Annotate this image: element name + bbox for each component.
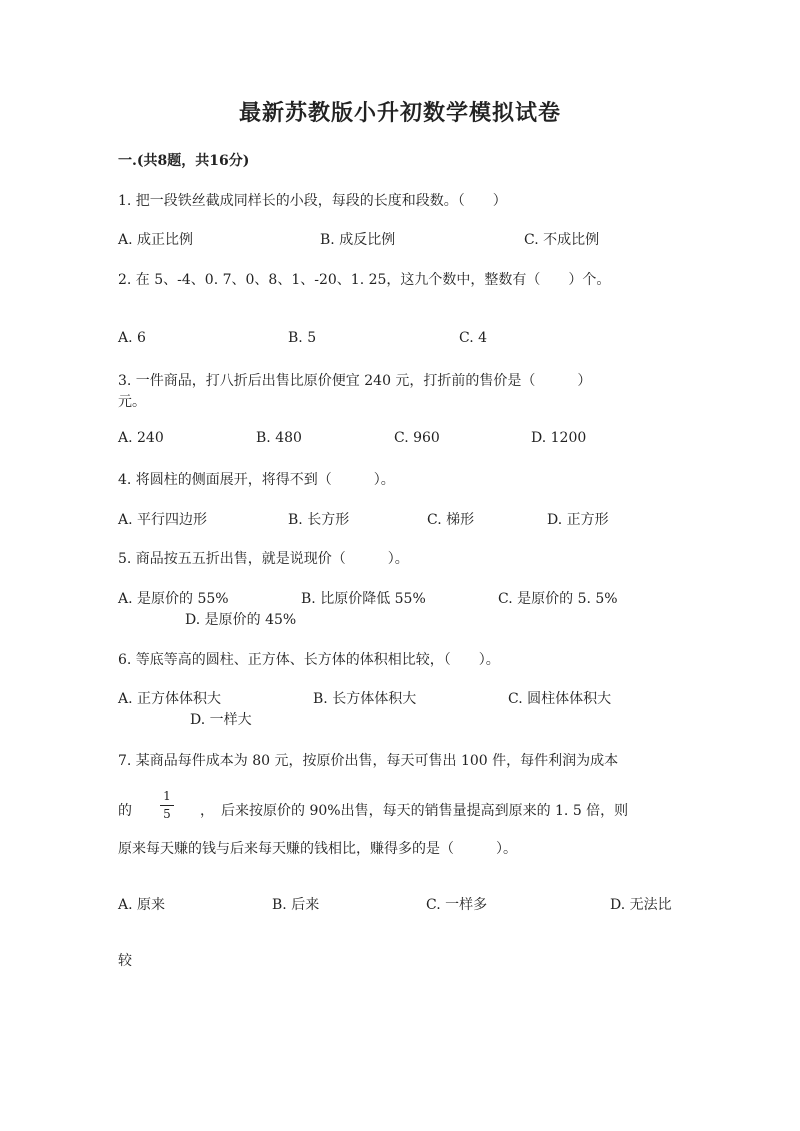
q5-option-d: D. 是原价的 45% (185, 612, 297, 628)
q4-option-b: B. 长方形 (288, 512, 350, 528)
fraction-bar (160, 805, 174, 806)
q1-option-b: B. 成反比例 (320, 232, 396, 248)
question-4: 4. 将圆柱的侧面展开，将得不到（ ）。 (118, 472, 395, 488)
question-3-line-2: 元。 (118, 394, 146, 410)
q2-option-b: B. 5 (288, 330, 317, 346)
question-5: 5. 商品按五五折出售，就是说现价（ ）。 (118, 551, 409, 567)
q7-option-a: A. 原来 (118, 897, 166, 913)
q7-option-b: B. 后来 (272, 897, 320, 913)
q3-option-c: C. 960 (394, 430, 440, 446)
q7-option-d-wrap: 较 (118, 953, 132, 969)
question-7-line-3: 原来每天赚的钱与后来每天赚的钱相比，赚得多的是（ ）。 (118, 841, 517, 857)
q3-option-b: B. 480 (256, 430, 302, 446)
fraction-numerator: 1 (163, 789, 171, 803)
q5-option-a: A. 是原价的 55% (118, 591, 229, 607)
fraction (160, 789, 174, 822)
question-3-line-1: 3. 一件商品，打八折后出售比原价便宜 240 元，打折前的售价是（ ） (118, 373, 592, 389)
q6-option-c: C. 圆柱体体积大 (508, 691, 612, 707)
q4-option-a: A. 平行四边形 (118, 512, 208, 528)
question-1: 1. 把一段铁丝截成同样长的小段，每段的长度和段数。（ ） (118, 193, 507, 209)
q1-option-c: C. 不成比例 (524, 232, 600, 248)
question-7-line-2-prefix: 的 (118, 803, 132, 819)
q3-option-a: A. 240 (118, 430, 164, 446)
q1-option-a: A. 成正比例 (118, 232, 194, 248)
q2-option-a: A. 6 (118, 330, 146, 346)
q6-option-a: A. 正方体体积大 (118, 691, 222, 707)
q7-option-c: C. 一样多 (426, 897, 488, 913)
q3-option-d: D. 1200 (531, 430, 587, 446)
question-6: 6. 等底等高的圆柱、正方体、长方体的体积相比较，（ ）。 (118, 652, 500, 668)
q5-option-c: C. 是原价的 5. 5% (498, 591, 618, 607)
section-header: 一.(共8题，共16分) (118, 153, 250, 169)
fraction-denominator: 5 (163, 807, 171, 821)
q5-option-b: B. 比原价降低 55% (301, 591, 426, 607)
q4-option-c: C. 梯形 (427, 512, 475, 528)
question-7-line-1: 7. 某商品每件成本为 80 元，按原价出售，每天可售出 100 件，每件利润为成本 (118, 753, 619, 769)
q4-option-d: D. 正方形 (547, 512, 609, 528)
q7-option-d: D. 无法比 (610, 897, 672, 913)
question-7-line-2-suffix: ， 后来按原价的 90%出售，每天的销售量提高到原来的 1. 5 倍，则 (200, 803, 629, 819)
q2-option-c: C. 4 (459, 330, 488, 346)
q6-option-d: D. 一样大 (190, 712, 252, 728)
q6-option-b: B. 长方体体积大 (313, 691, 417, 707)
page-title: 最新苏教版小升初数学模拟试卷 (238, 100, 561, 126)
question-2: 2. 在 5、-4、0. 7、0、8、1、-20、1. 25，这九个数中，整数有（ ）个。 (118, 272, 611, 288)
